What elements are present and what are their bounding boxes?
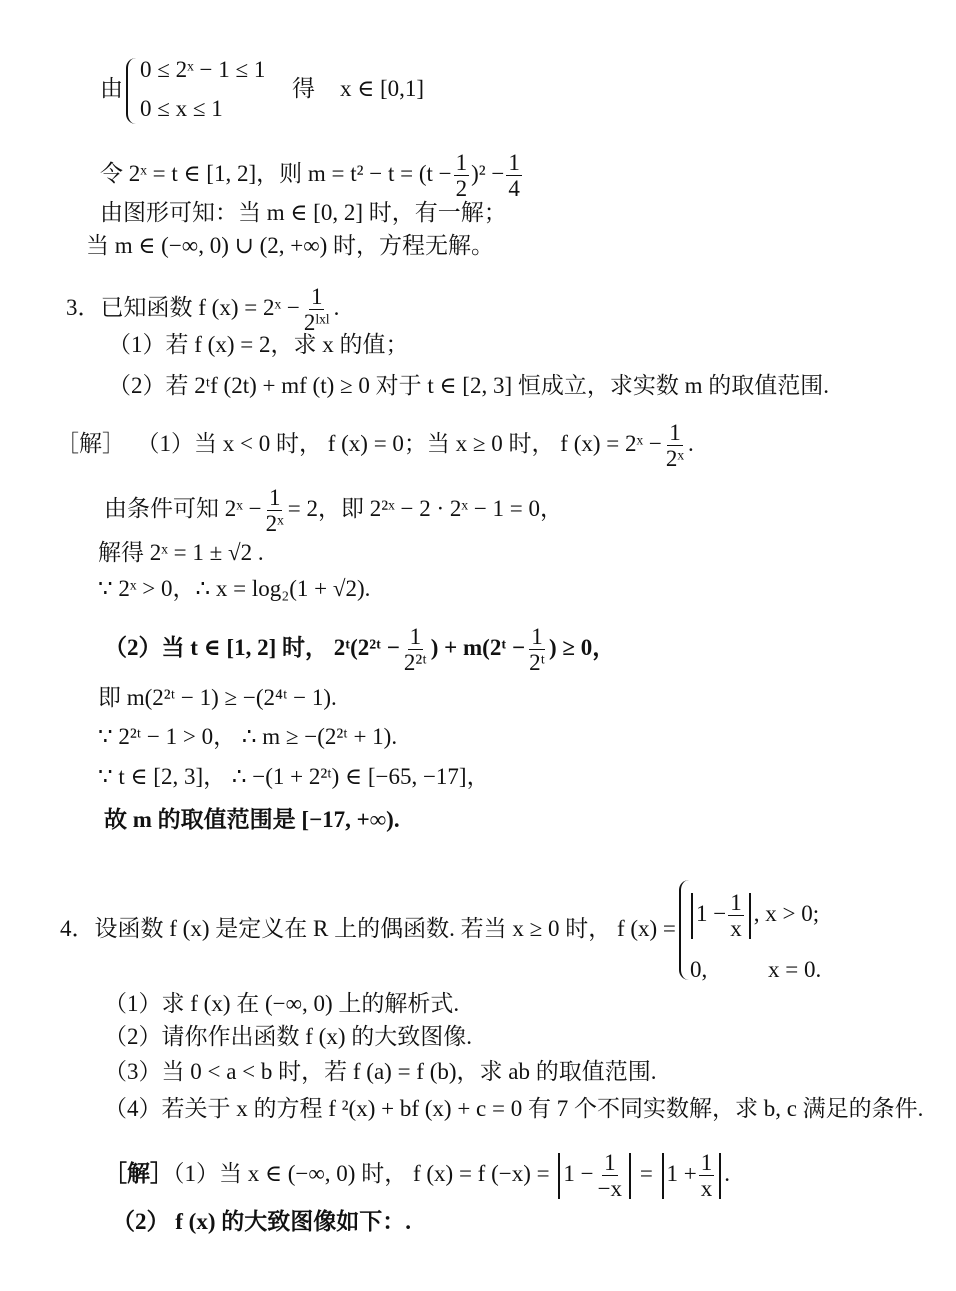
solution2-text-c: ) ≥ 0，: [548, 635, 616, 661]
substitution-text-b: )² −: [471, 161, 505, 187]
system-line-1: 0 ≤ 2ˣ − 1 ≤ 1: [140, 57, 266, 82]
fraction-numerator: 1: [455, 150, 468, 175]
system-result: x ∈ [0,1]: [340, 76, 425, 101]
problem3-solution-part1: [56, 420, 694, 472]
system-result-word: 得: [292, 76, 315, 101]
fraction-one-quarter: [506, 150, 522, 202]
solution2-fraction-1: [402, 624, 429, 676]
problem4-question-4: （4）若关于 x 的方程 f ²(x) + bf (x) + c = 0 有 7 个不同实数解，求 b, c 满足的条件.: [104, 1096, 924, 1121]
abs-bar-right: [719, 1153, 721, 1199]
abs-bar-left: [662, 1153, 664, 1199]
abs2-text: 1 +: [666, 1161, 697, 1187]
fraction-denominator: 2ˣ: [665, 446, 685, 472]
fraction-denominator: 2: [455, 176, 468, 202]
problem3-fraction: [302, 284, 332, 336]
problem4-statement: 4．设函数 f (x) 是定义在 R 上的偶函数. 若当 x ≥ 0 时， f (x) =: [60, 916, 676, 941]
fraction-denominator: 4: [508, 176, 520, 202]
condition-text-b: = 2，即 2²ˣ − 2 · 2ˣ − 1 = 0，: [287, 496, 564, 522]
no-solution-line: 当 m ∈ (−∞, 0) ∪ (2, +∞) 时，方程无解。: [86, 233, 495, 258]
solution1-fraction: [664, 420, 686, 472]
abs-bar-right: [749, 893, 751, 939]
since-line-3: ∵ t ∈ [2, 3]， ∴ −(1 + 2²ᵗ) ∈ [−65, −17]，: [98, 764, 490, 789]
fraction-denominator: −x: [597, 1176, 623, 1202]
system-brace: [126, 58, 140, 124]
problem3-statement-text: 3．已知函数 f (x) = 2ˣ −: [66, 295, 300, 321]
problem4-question-2: （2）请你作出函数 f (x) 的大致图像.: [104, 1024, 472, 1049]
fraction-numerator: 1: [730, 890, 742, 915]
since-line-2: ∵ 2²ᵗ − 1 > 0， ∴ m ≥ −(2²ᵗ + 1).: [98, 724, 398, 749]
fraction-one-half: [454, 150, 470, 202]
abs2-fraction: [699, 1150, 715, 1202]
equals-sign: =: [639, 1161, 653, 1187]
substitution-line: [100, 150, 524, 202]
problem3-statement: [66, 284, 339, 336]
solution1-text: （1）当 x < 0 时， f (x) = 0；当 x ≥ 0 时， f (x) = 2ˣ −: [136, 431, 662, 457]
solution-label: ［解］: [104, 1161, 173, 1187]
piecewise-line-2-cond: x = 0.: [768, 957, 822, 982]
fraction-numerator: 1: [669, 420, 681, 445]
piecewise-line-1: [688, 890, 819, 942]
abs1-fraction: [596, 1150, 624, 1202]
solution-label: ［解］: [56, 431, 125, 457]
problem3-solution-part2: [104, 624, 615, 676]
problem3-statement-end: .: [333, 295, 340, 321]
problem3-conclusion: 故 m 的取值范围是 [−17, +∞).: [104, 807, 400, 832]
problem3-question-1: （1）若 f (x) = 2，求 x 的值；: [108, 332, 409, 357]
condition-text-a: 由条件可知 2ˣ −: [104, 496, 262, 522]
abs1-text: 1 −: [563, 1161, 594, 1187]
fraction-numerator: 1: [604, 1150, 616, 1175]
fraction-numerator: 1: [268, 485, 281, 510]
piece1-condition: , x > 0;: [753, 901, 820, 927]
problem4-question-1: （1）求 f (x) 在 (−∞, 0) 上的解析式.: [104, 991, 460, 1016]
problem3-question-2: （2）若 2ᵗf (2t) + mf (t) ≥ 0 对于 t ∈ [2, 3] 恒成立，求实数 m 的取值范围.: [108, 373, 829, 398]
condition-fraction: [264, 485, 286, 537]
fraction-denominator: 2²ᵗ: [403, 650, 427, 676]
solution4-1-text: （1）当 x ∈ (−∞, 0) 时， f (x) = f (−x) =: [173, 1161, 550, 1187]
problem4-solution-2: （2） f (x) 的大致图像如下：.: [112, 1209, 411, 1234]
condition-line: [104, 485, 563, 537]
fraction-denominator: x: [700, 1176, 713, 1202]
abs-bar-right: [629, 1153, 631, 1199]
fraction-numerator: 1: [531, 624, 543, 649]
fraction-numerator: 1: [409, 624, 422, 649]
solution1-end: .: [688, 431, 694, 457]
fraction-denominator: 2ˡˣˡ: [303, 310, 330, 336]
fraction-denominator: 2ᵗ: [529, 650, 545, 676]
solution2-text-b: ) + m(2ᵗ −: [430, 635, 526, 661]
abs-bar-left: [691, 893, 693, 939]
problem4-solution-1: [104, 1150, 730, 1202]
fraction-denominator: x: [730, 916, 742, 942]
substitution-text-a: 令 2ˣ = t ∈ [1, 2]，则 m = t² − t = (t −: [100, 161, 452, 187]
fraction-numerator: 1: [310, 284, 323, 309]
since-line: ∵ 2ˣ > 0，∴ x = log₂(1 + √2).: [98, 576, 371, 601]
piece1-fraction: [728, 890, 744, 942]
piecewise-line-2: 0,: [690, 957, 708, 982]
abs-bar-left: [558, 1153, 560, 1199]
fraction-numerator: 1: [508, 150, 520, 175]
solution4-1-end: .: [724, 1161, 731, 1187]
fraction-numerator: 1: [700, 1150, 713, 1175]
system-line-2: 0 ≤ x ≤ 1: [140, 96, 223, 121]
system-intro: 由: [100, 76, 123, 101]
solution2-fraction-2: [527, 624, 547, 676]
ie-line: 即 m(2²ᵗ − 1) ≥ −(2⁴ᵗ − 1).: [98, 685, 337, 710]
graph-conclusion-line: 由图形可知：当 m ∈ [0, 2] 时，有一解；: [100, 200, 507, 225]
piece1-text: 1 −: [696, 901, 727, 927]
problem4-question-3: （3）当 0 < a < b 时，若 f (a) = f (b)，求 ab 的取值范围.: [104, 1059, 657, 1084]
fraction-denominator: 2ˣ: [265, 511, 284, 537]
solve-line: 解得 2ˣ = 1 ± √2 .: [98, 540, 264, 565]
solution2-text-a: （2）当 t ∈ [1, 2] 时， 2ᵗ(2²ᵗ −: [104, 635, 400, 661]
